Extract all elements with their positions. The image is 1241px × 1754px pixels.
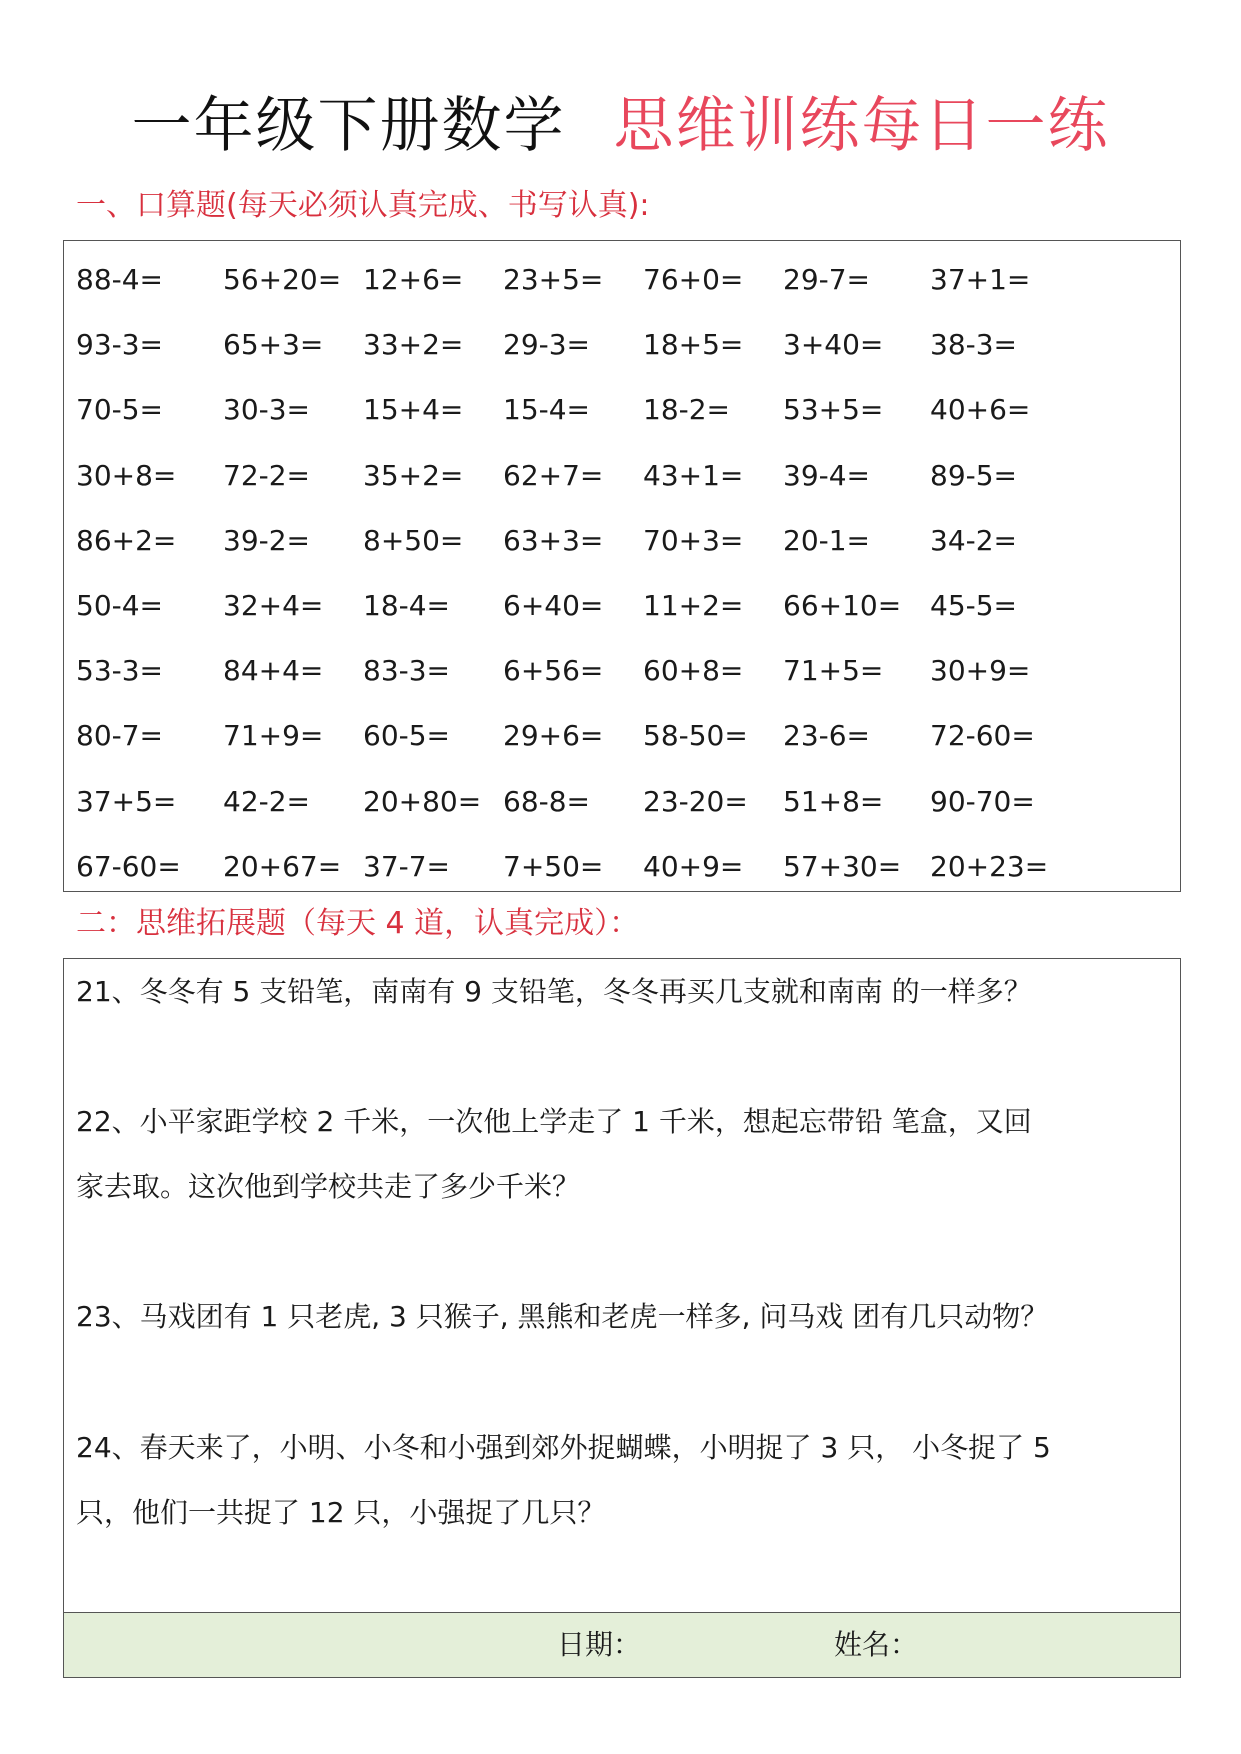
problem-cell: 70-5= [76,393,164,427]
problem-row [76,508,1180,573]
question-line: 22、小平家距学校 2 千米，一次他上学走了 1 千米，想起忘带铅 笔盒，又回 [76,1105,1032,1138]
problem-cell: 20-1= [783,523,871,557]
problem-cell: 84+4= [223,654,324,688]
problem-row [76,377,1180,442]
problem-cell: 23-6= [783,719,871,753]
problem-cell: 56+20= [223,263,342,297]
title-grade: 一年级下册数学 [131,91,566,161]
problem-cell: 53-3= [76,654,164,688]
problem-cell: 72-60= [930,719,1035,753]
problem-cell: 71+5= [783,654,884,688]
problem-cell: 15-4= [503,393,591,427]
problem-cell: 50-4= [76,589,164,623]
problem-cell: 39-4= [783,458,871,492]
problem-cell: 29+6= [503,719,604,753]
section-2-heading: 二：思维拓展题（每天 4 道，认真完成）： [76,906,640,941]
problem-cell: 37+1= [930,263,1031,297]
question-22 [76,1089,1168,1219]
problem-cell: 20+80= [363,784,482,818]
word-problems-box [63,958,1181,1678]
problem-cell: 42-2= [223,784,311,818]
problem-cell: 20+23= [930,849,1049,883]
problem-cell: 62+7= [503,458,604,492]
problem-cell: 33+2= [363,328,464,362]
problem-cell: 15+4= [363,393,464,427]
footer-bar [64,1612,1180,1677]
problem-cell: 18-2= [643,393,731,427]
problem-cell: 68-8= [503,784,591,818]
problem-cell: 63+3= [503,523,604,557]
problem-cell: 60-5= [363,719,451,753]
problem-cell: 40+9= [643,849,744,883]
question-line: 只，他们一共捉了 12 只，小强捉了几只？ [76,1496,606,1529]
problem-row [76,247,1180,312]
problem-cell: 88-4= [76,263,164,297]
problem-cell: 53+5= [783,393,884,427]
problem-cell: 12+6= [363,263,464,297]
problem-cell: 8+50= [363,523,464,557]
problem-cell: 57+30= [783,849,902,883]
problem-cell: 37-7= [363,849,451,883]
date-label: 日期： [557,1628,642,1661]
problem-cell: 43+1= [643,458,744,492]
problem-cell: 6+40= [503,589,604,623]
problem-cell: 30-3= [223,393,311,427]
worksheet-title [0,86,1241,166]
problem-row [76,769,1180,834]
title-daily-practice: 思维训练每日一练 [613,91,1110,161]
question-line: 24、春天来了，小明、小冬和小强到郊外捉蝴蝶，小明捉了 3 只， 小冬捉了 5 [76,1431,1051,1464]
problem-cell: 90-70= [930,784,1035,818]
problem-cell: 89-5= [930,458,1018,492]
problem-row [76,703,1180,768]
problem-cell: 18+5= [643,328,744,362]
question-line: 家去取。这次他到学校共走了多少千米？ [76,1170,581,1203]
problem-cell: 45-5= [930,589,1018,623]
problem-cell: 71+9= [223,719,324,753]
mental-math-grid [76,247,1180,891]
problem-cell: 11+2= [643,589,744,623]
problem-cell: 51+8= [783,784,884,818]
problem-cell: 38-3= [930,328,1018,362]
problem-cell: 32+4= [223,589,324,623]
problem-cell: 6+56= [503,654,604,688]
question-21 [76,959,1168,1024]
problem-cell: 23-20= [643,784,748,818]
problem-cell: 60+8= [643,654,744,688]
problem-cell: 65+3= [223,328,324,362]
problem-cell: 20+67= [223,849,342,883]
problem-cell: 30+8= [76,458,177,492]
problem-cell: 3+40= [783,328,884,362]
problem-cell: 58-50= [643,719,748,753]
problem-cell: 76+0= [643,263,744,297]
problem-cell: 29-3= [503,328,591,362]
question-line: 23、马戏团有 1 只老虎, 3 只猴子, 黑熊和老虎一样多, 问马戏 团有几只动物？ [76,1300,1049,1333]
section-1-heading: 一、口算题(每天必须认真完成、书写认真): [76,188,650,223]
problem-cell: 18-4= [363,589,451,623]
problem-row [76,443,1180,508]
mental-math-box [63,240,1181,892]
problem-cell: 67-60= [76,849,181,883]
problem-cell: 30+9= [930,654,1031,688]
problem-cell: 29-7= [783,263,871,297]
question-23 [76,1284,1168,1349]
problem-row [76,312,1180,377]
name-label: 姓名： [834,1628,919,1661]
problem-cell: 70+3= [643,523,744,557]
problem-cell: 35+2= [363,458,464,492]
problem-row [76,638,1180,703]
problem-cell: 80-7= [76,719,164,753]
question-24 [76,1415,1168,1545]
problem-cell: 7+50= [503,849,604,883]
problem-cell: 86+2= [76,523,177,557]
problem-row [76,834,1180,899]
question-line: 21、冬冬有 5 支铅笔，南南有 9 支铅笔，冬冬再买几支就和南南 的一样多？ [76,975,1032,1008]
problem-cell: 37+5= [76,784,177,818]
problem-cell: 40+6= [930,393,1031,427]
problem-cell: 93-3= [76,328,164,362]
problem-cell: 66+10= [783,589,902,623]
problem-cell: 23+5= [503,263,604,297]
problem-cell: 39-2= [223,523,311,557]
problem-cell: 34-2= [930,523,1018,557]
problem-cell: 83-3= [363,654,451,688]
problem-row [76,573,1180,638]
problem-cell: 72-2= [223,458,311,492]
